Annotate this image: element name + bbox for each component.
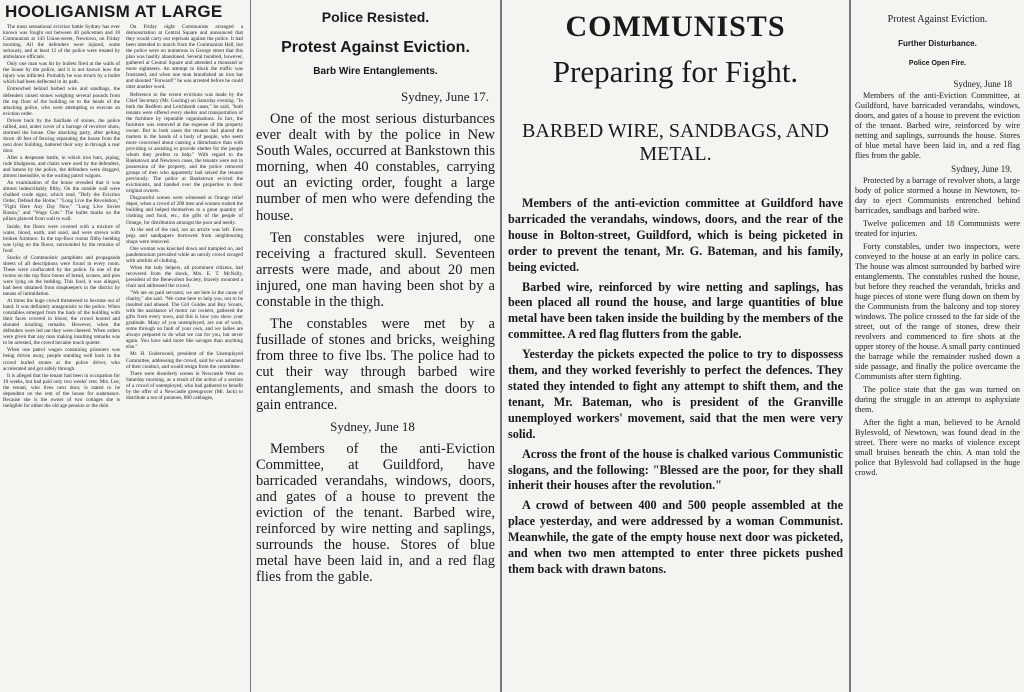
dateline: Sydney, June 17.	[401, 89, 489, 104]
paragraph: Disgraceful scenes were witnessed at Orange relief depot, when a crowd of 200 men and women rushed the building and helped themselves to a great quantity of clothing and food, etc., the gifts of the people of Orange, for distribution amongst the poor and needy.	[126, 195, 243, 226]
paragraph: Stacks of Communistic pamphlets and propaganda sheets of all descriptions were found in every room. These were confiscated by the police. In one of the rooms on the top floor bones of bread, scones, and pies were lying on the bedding. This food, it was alleged, had been obtained from shopkeepers in the district by means of intimidation.	[3, 254, 120, 298]
paragraph: A crowd of between 400 and 500 people assembled at the place yesterday, and were addressed by a woman Communist. Meanwhile, the gate of the empty house next door was picketed, and when two men attempted to enter three pickets pushed them back with drawn batons.	[508, 498, 843, 576]
clipping-headline: HOOLIGANISM AT LARGE	[5, 2, 223, 21]
article-body	[855, 176, 1020, 478]
clipping-headline: Police Resisted.	[321, 9, 430, 25]
clipping-subheadline: Protest Against Eviction.	[281, 39, 470, 56]
text-column-right	[126, 24, 243, 410]
paragraph: Reference to the recent evictions was made by the Chief Secretary (Mr. Gosling) on Saturday evening. "In both the Redfern and Leichhardt cases," he said, "both tenants were offered every shelter and transportation of the furniture by reputable organisations. In fact, the furniture was removed at the expense of the property owner. But in both cases the tenants had placed the matters in the hands of a body of people, who seem more concerned about causing a disturbance than with providing or assisting to provide shelter for the people whom they profess to help." With regard to the Bankstown and Newtown cases, the tenants were not in possession of the property, and the police removed groups of men who apparently had seized the tenants previously. The police at Bankstown evicted the evictionists, and handed over the properties to their original owners.	[126, 91, 243, 195]
paragraph: Ten constables were injured, one receiving a fractured skull. Seventeen arrests were made, and about 20 men injured, one man having been shot by a constable in the thigh.	[256, 229, 495, 311]
paragraph: At times the huge crowd threatened to become out of hand. It was definitely antagonistic to the police. When constables emerged from the back of the building with their faces covered in blood, the crowd hooted and shouted insulting remarks. However, when the defenders were led out they were cheered. When orders were given that any man making insulting remarks was to be arrested, the crowd became much quieter.	[3, 298, 120, 347]
paragraph: After the fight a man, believed to be Arnold Bylesvold, of Newtown, was found dead in the street. There were no marks of violence except small bruises beneath the chin. A man told the police that Bylesvold had collapsed in the huge crowd.	[855, 418, 1020, 477]
clipping-communists	[502, 0, 849, 692]
paragraph: An examination of the house revealed that it was almost indescribably filthy. On the outside wall were chalked crude signs, which read, "Defy the Eviction Order, Defend the Home," "Long Live the Revolution," "Fight Here Any Day Now," "Long Live Soviet Russia," and "Wage Cuts." The bullet marks on the pillars glanced from wall to wall.	[3, 180, 120, 223]
paragraph: It is alleged that the tenant had been in occupation for 10 weeks, but had paid only two weeks' rent. Mrs. Lee, the tenant, who lives next door, is stated to be dependent on the rent of the house for sustenance. Because she is the owner of two cottages she is ineligible for either the old age pension or the dole.	[3, 372, 120, 409]
paragraph: One of the most serious disturbances ever dealt with by the police in New South Wales, occurred at Bankstown this morning, when 40 constables, carrying out an evicting order, fought a large number of men who were defending the house.	[256, 111, 495, 224]
clipping-subheadline: Police Open Fire.	[908, 60, 967, 67]
paragraph: There were disorderly scenes in Newcastle West on Saturday morning, as a result of the action of a section of a crowd of unemployed, who had gathered to benefit by the offer of a Newcastle greengrocer (Mr. Jack) to distribute a ton of potatoes, 800 cabbages,	[126, 370, 243, 401]
text-column-left	[3, 24, 120, 410]
paragraph: When the lady helpers, all prominent citizens, had recovered from the shock, Mrs. E. T. McNally, president of the Benevolent Society, bravely mounted a chair and addressed the crowd.	[126, 264, 243, 289]
paragraph: The police state that the gas was turned on during the struggle in an attempt to asphyxiate them.	[855, 385, 1020, 414]
paragraph: Entrenched behind barbed wire and sandbags, the defenders raised stones weighing several pounds from the top floor of the building on to the heads of the attacking police, who were attempting to execute an eviction order.	[3, 86, 120, 117]
paragraph: One woman was knocked down and trampled on, and pandemonium prevailed while an unruly crowd ravaged with armfuls of clothing.	[126, 245, 243, 264]
clipping-subheadline: BARBED WIRE, SANDBAGS, AND METAL.	[522, 120, 829, 165]
paragraph: Forty constables, under two inspectors, were conveyed to the house at an early in police cars. The house was almost surrounded by barbed wire entanglements. The constables rushed the house, but before they reached the verandah, bricks and huge pieces of stone were flung down on them by the Communists from the balcony and top storey windows. The police crossed to the far side of the street, out of the range of stones, drew their revolvers and commenced to fire shots at the upper storey of the house. A small party continued the barrage while the remainder rushed down a side passage, and finally the police overcame the Communists after stern fighting.	[855, 242, 1020, 381]
clipping-subheadline: Preparing for Fight.	[552, 54, 799, 89]
clipping-subheadline: Further Disturbance.	[898, 39, 977, 48]
paragraph: Inside, the floors were covered with a mixture of water, blood, earth, and sand, and were strewn with broken furniture. In the top-floor rooms filthy bedding was lying on the floors, surrounded by the remains of food.	[3, 223, 120, 254]
paragraph: Driven back by the fusillade of stones, the police rallied, and, under cover of a barrage of revolver shots, stormed the house. One attacking party, after pelting down 40 feet of fencing separating the house from the next door building, battered their way in through a rear door.	[3, 117, 120, 154]
clipping-subheadline: Barb Wire Entanglements.	[313, 66, 438, 77]
paragraph: After a desperate battle, in which iron bars, piping, rude bludgeons, and chairs were used by the defenders, and batons by the police, the defenders were dragged, almost insensible, to the waiting patrol wagons.	[3, 154, 120, 180]
article-body	[855, 91, 1020, 161]
paragraph: Barbed wire, reinforced by wire netting and saplings, has been placed all round the house, and large quantities of blue metal have been taken inside the building by the members of the committee. A red flag flutters from the gable.	[508, 279, 843, 342]
dateline: Sydney, June 18	[330, 418, 415, 434]
dateline: Sydney, June 18	[953, 79, 1012, 89]
article-body	[256, 441, 495, 586]
article-body	[508, 196, 843, 578]
paragraph: Members of the anti-Eviction Committee, at Guildford, have barricaded verandahs, windows, doors, and gates of a house to prevent the eviction of the tenant. Barbed wire, reinforced by wire netting and saplings, surrounds the house. Stores of blue metal have been laid in, and a red flag flies from the gable.	[256, 440, 495, 586]
clipping-hooliganism	[0, 0, 250, 692]
paragraph: Members of the anti-Eviction Committee, at Guildford, have barricaded verandahs, windows, doors, and gates of a house to prevent the eviction of the tenant. Barbed wire, reinforced by wire netting and saplings, surrounds the house. Stores of blue metal have been laid in, and a red flag flies from the gable.	[855, 91, 1020, 160]
paragraph: Protected by a barrage of revolver shots, a large body of police stormed a house in Newtown, to-day to eject Communists entrenched behind barricades, sandbags and barbed wire.	[855, 176, 1020, 215]
paragraph: The constables were met by a fusillade of stones and bricks, weighing from three to five lbs. The police had to cut their way through barbed wire entanglements, and smash the doors to gain entrance.	[256, 316, 495, 413]
paragraph: "We are on paid servants; we are here in the cause of charity," she said. "We came here to help you, not to be insulted and abused. The Girl Guides and Boy Scouts, with the assistance of motor car owners, gathered the gifts from every town, and this is how you show your gratitude. Many of you unemployed, are out of work, some through no fault of your own, and we ladies are always prepared to do what we can for you, but never again. You have said more like savages than anything else."	[126, 290, 243, 351]
paragraph: Twelve policemen and 18 Communists were treated for injuries.	[855, 219, 1020, 238]
paragraph: When one patrol wagon containing prisoners was being driven away, people standing well back in the crowd hurled stones at the police driver, who accelerated and got safely through.	[3, 347, 120, 372]
paragraph: Members of the anti-eviction committee at Guildford have barricaded the verandahs, windows, doors, and the rear of the house in Bolton-street, Guildford, which is being picketed in order to prevent the tenant, Mr. G. Bateman, and his family, being evicted.	[508, 196, 843, 274]
clipping-protest-against-eviction	[851, 0, 1024, 692]
paragraph: Mr. H. Underwood, president of the Unemployed Committee, addressing the crowd, said he was ashamed of their conduct, and would resign from the committee.	[126, 351, 243, 370]
clipping-headline: Protest Against Eviction.	[887, 14, 988, 25]
paragraph: On Friday night Communists arranged a demonstration at Central Square and announced that they would carry out reprisals against the police. It had been intended to march from the Communists Hall, but the police were on numerous in George street that this plan was hastily abandoned. Several hundred, however, gathered at Central Square and attended a thousand or more sightseers. An attempt to block the traffic was frustrated, and when one man brandished an iron bar and shouted "Forward!" he was arrested before he could utter another word.	[126, 24, 243, 91]
paragraph: At the end of the raid, not an article was left. Even pegs and sandpapers borrowed from neighbouring shops were removed.	[126, 226, 243, 245]
paragraph: Only one man was hit by bullets fired at the walls of the house by the police, and it is not known how the injury was inflicted. Probably he was struck by a bullet which had been deflected in its path.	[3, 61, 120, 86]
article-body	[256, 111, 495, 413]
clipping-columns	[3, 24, 247, 410]
clipping-headline: COMMUNISTS	[565, 10, 786, 43]
clipping-police-resisted	[251, 0, 500, 692]
paragraph: Yesterday the pickets expected the police to try to dispossess them, and they worked feverishly to perfect the defences. They stated they intended to fight any attempt to shift them, and the tenant, Mr. Bateman, who is president of the Granville unemployed workers' movement, said that the men were very solid.	[508, 347, 843, 441]
paragraph: The most sensational eviction battle Sydney has ever known was fought out between 40 policemen and 18 Communists at 143 Union-street, Newtown, on Friday morning. All the defenders were injured, some seriously, and at least 12 of the police were treated by ambulance officials.	[3, 24, 120, 61]
dateline: Sydney, June 19.	[951, 164, 1012, 174]
paragraph: Across the front of the house is chalked various Communistic slogans, and the following: "Blessed are the poor, for they shall inherit their houses after the revolution."	[508, 446, 843, 493]
